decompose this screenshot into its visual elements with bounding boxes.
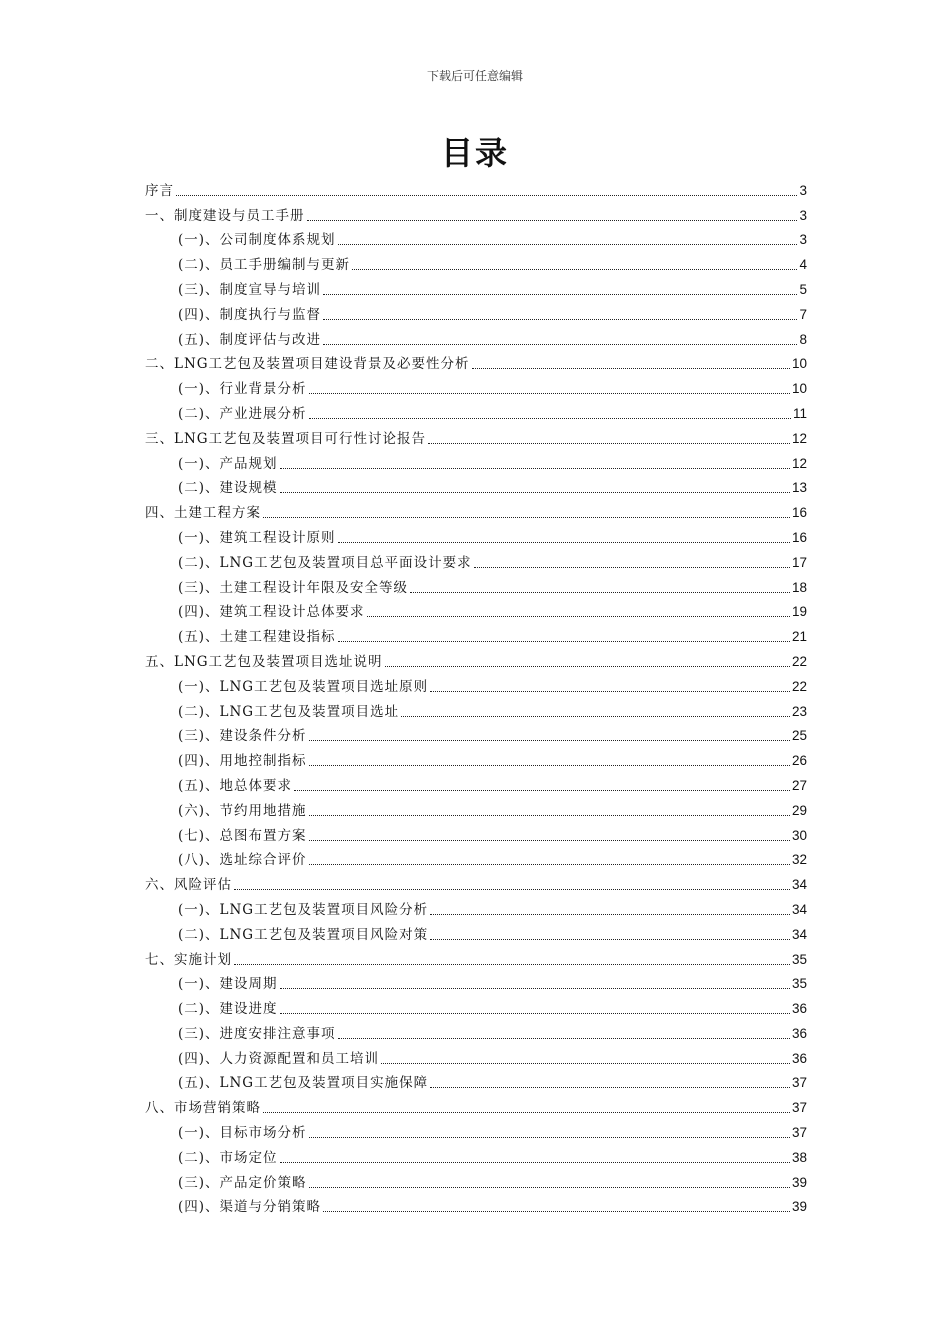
toc-entry-label: (三)、产品定价策略 xyxy=(178,1174,307,1191)
toc-dot-leader xyxy=(338,244,798,245)
toc-dot-leader xyxy=(280,988,790,989)
toc-dot-leader xyxy=(309,1187,790,1188)
toc-page-number: 7 xyxy=(799,306,807,322)
toc-entry-label: (一)、目标市场分析 xyxy=(178,1125,307,1142)
toc-entry-label: (六)、节约用地措施 xyxy=(178,802,307,819)
toc-entry-label: (二)、建设进度 xyxy=(178,1001,278,1018)
toc-subentry[interactable] xyxy=(145,721,807,746)
toc-subentry[interactable] xyxy=(145,671,807,696)
toc-entry-label: (一)、公司制度体系规划 xyxy=(178,232,336,249)
toc-entry-label: (一)、产品规划 xyxy=(178,455,278,472)
toc-entry-label: 七、实施计划 xyxy=(145,951,232,968)
toc-page-number: 23 xyxy=(791,703,807,719)
toc-dot-leader xyxy=(323,319,797,320)
toc-page-number: 12 xyxy=(791,455,807,471)
toc-entry-label: (五)、制度评估与改进 xyxy=(178,331,322,348)
toc-dot-leader xyxy=(381,1063,790,1064)
toc-page-number: 21 xyxy=(791,629,807,645)
toc-subentry[interactable] xyxy=(145,249,807,274)
toc-dot-leader xyxy=(309,740,790,741)
toc-subentry[interactable] xyxy=(145,1167,807,1192)
toc-subentry[interactable] xyxy=(145,299,807,324)
toc-entry-label: (三)、土建工程设计年限及安全等级 xyxy=(178,579,409,596)
toc-page-number: 3 xyxy=(799,182,807,198)
toc-subentry[interactable] xyxy=(145,473,807,498)
toc-page-number: 12 xyxy=(791,430,807,446)
toc-entry-label: (四)、建筑工程设计总体要求 xyxy=(178,604,365,621)
toc-entry-label: (二)、产业进展分析 xyxy=(178,405,307,422)
toc-subentry[interactable] xyxy=(145,547,807,572)
toc-subentry[interactable] xyxy=(145,969,807,994)
toc-entry-label: 序言 xyxy=(145,182,174,199)
toc-dot-leader xyxy=(323,294,797,295)
toc-subentry[interactable] xyxy=(145,621,807,646)
toc-entry-label: (一)、行业背景分析 xyxy=(178,381,307,398)
page-header: 下载后可任意编辑 xyxy=(426,69,523,83)
toc-page-number: 36 xyxy=(791,1001,807,1017)
toc-subentry[interactable] xyxy=(145,845,807,870)
toc-page-number: 3 xyxy=(799,207,807,223)
toc-page-number: 22 xyxy=(791,678,807,694)
toc-entry-label: (三)、制度宣导与培训 xyxy=(178,281,322,298)
toc-entry-label: 三、LNG工艺包及装置项目可行性讨论报告 xyxy=(145,430,427,447)
toc-dot-leader xyxy=(309,815,790,816)
toc-page-number: 17 xyxy=(791,554,807,570)
toc-entry-label: (三)、建设条件分析 xyxy=(178,728,307,745)
toc-dot-leader xyxy=(367,616,790,617)
toc-page-number: 36 xyxy=(791,1025,807,1041)
toc-dot-leader xyxy=(294,790,790,791)
toc-entry-label: 四、土建工程方案 xyxy=(145,505,261,522)
toc-dot-leader xyxy=(280,1013,790,1014)
toc-entry-label: (五)、土建工程建设指标 xyxy=(178,629,336,646)
toc-dot-leader xyxy=(323,1211,790,1212)
toc-entry[interactable] xyxy=(145,944,807,969)
toc-dot-leader xyxy=(280,492,790,493)
toc-page-number: 34 xyxy=(791,877,807,893)
toc-subentry[interactable] xyxy=(145,448,807,473)
toc-dot-leader xyxy=(309,840,790,841)
toc-entry-label: 二、LNG工艺包及装置项目建设背景及必要性分析 xyxy=(145,356,470,373)
toc-dot-leader xyxy=(263,1112,790,1113)
toc-entry-label: (一)、建设周期 xyxy=(178,976,278,993)
toc-page-number: 18 xyxy=(791,579,807,595)
toc-page-number: 3 xyxy=(799,232,807,248)
toc-entry-label: 八、市场营销策略 xyxy=(145,1100,261,1117)
toc-subentry[interactable] xyxy=(145,274,807,299)
toc-dot-leader xyxy=(309,418,791,419)
toc-page-number: 39 xyxy=(791,1199,807,1215)
toc-page-number: 11 xyxy=(792,405,807,421)
toc-dot-leader xyxy=(280,1162,790,1163)
toc-page-number: 32 xyxy=(791,852,807,868)
toc-entry-label: (二)、LNG工艺包及装置项目风险对策 xyxy=(178,926,429,943)
toc-subentry[interactable] xyxy=(145,993,807,1018)
toc-dot-leader xyxy=(352,269,797,270)
toc-dot-leader xyxy=(430,914,790,915)
page-title: 目录 xyxy=(440,134,509,172)
toc-dot-leader xyxy=(309,1137,790,1138)
toc-entry-label: (七)、总图布置方案 xyxy=(178,827,307,844)
toc-page-number: 39 xyxy=(791,1174,807,1190)
toc-entry[interactable] xyxy=(145,200,807,225)
toc-page-number: 22 xyxy=(791,653,807,669)
toc-subentry[interactable] xyxy=(145,522,807,547)
toc-subentry[interactable] xyxy=(145,696,807,721)
toc-page-number: 5 xyxy=(799,281,807,297)
toc-dot-leader xyxy=(338,641,790,642)
toc-entry-label: (四)、用地控制指标 xyxy=(178,753,307,770)
toc-subentry[interactable] xyxy=(145,1018,807,1043)
toc-subentry[interactable] xyxy=(145,894,807,919)
toc-page-number: 25 xyxy=(791,728,807,744)
toc-entry-label: (一)、LNG工艺包及装置项目选址原则 xyxy=(178,678,429,695)
toc-page-number: 38 xyxy=(791,1149,807,1165)
toc-dot-leader xyxy=(323,344,797,345)
table-of-contents xyxy=(145,175,807,1216)
toc-entry-label: (一)、建筑工程设计原则 xyxy=(178,529,336,546)
toc-entry-label: (四)、渠道与分销策略 xyxy=(178,1199,322,1216)
toc-dot-leader xyxy=(472,368,790,369)
toc-page-number: 36 xyxy=(791,1050,807,1066)
toc-subentry[interactable] xyxy=(145,1043,807,1068)
toc-dot-leader xyxy=(430,691,790,692)
toc-entry-label: (一)、LNG工艺包及装置项目风险分析 xyxy=(178,901,429,918)
toc-page-number: 34 xyxy=(791,926,807,942)
toc-page-number: 37 xyxy=(791,1125,807,1141)
toc-dot-leader xyxy=(309,765,790,766)
toc-subentry[interactable] xyxy=(145,572,807,597)
toc-dot-leader xyxy=(430,939,790,940)
toc-subentry[interactable] xyxy=(145,373,807,398)
toc-page-number: 10 xyxy=(791,356,807,372)
toc-subentry[interactable] xyxy=(145,1142,807,1167)
toc-subentry[interactable] xyxy=(145,398,807,423)
toc-entry-label: (四)、人力资源配置和员工培训 xyxy=(178,1050,380,1067)
toc-page-number: 30 xyxy=(791,827,807,843)
toc-entry-label: (三)、进度安排注意事项 xyxy=(178,1025,336,1042)
toc-entry-label: (五)、LNG工艺包及装置项目实施保障 xyxy=(178,1075,429,1092)
toc-dot-leader xyxy=(385,666,790,667)
toc-dot-leader xyxy=(307,220,798,221)
toc-dot-leader xyxy=(428,443,790,444)
toc-entry[interactable] xyxy=(145,869,807,894)
toc-dot-leader xyxy=(474,567,790,568)
toc-dot-leader xyxy=(338,1038,790,1039)
toc-dot-leader xyxy=(234,964,790,965)
toc-page-number: 37 xyxy=(791,1100,807,1116)
toc-entry-label: (二)、市场定位 xyxy=(178,1149,278,1166)
toc-dot-leader xyxy=(263,517,790,518)
toc-page-number: 4 xyxy=(799,257,807,273)
toc-dot-leader xyxy=(234,889,790,890)
toc-entry-label: (二)、LNG工艺包及装置项目总平面设计要求 xyxy=(178,554,472,571)
toc-page-number: 8 xyxy=(799,331,807,347)
toc-subentry[interactable] xyxy=(145,1068,807,1093)
toc-page-number: 26 xyxy=(791,753,807,769)
toc-dot-leader xyxy=(280,468,790,469)
toc-dot-leader xyxy=(309,393,790,394)
toc-page-number: 10 xyxy=(791,381,807,397)
toc-subentry[interactable] xyxy=(145,597,807,622)
toc-page-number: 13 xyxy=(791,480,807,496)
toc-page-number: 35 xyxy=(791,976,807,992)
toc-entry-label: (二)、员工手册编制与更新 xyxy=(178,257,351,274)
toc-page-number: 29 xyxy=(791,802,807,818)
toc-entry-label: 六、风险评估 xyxy=(145,877,232,894)
toc-page-number: 19 xyxy=(791,604,807,620)
toc-subentry[interactable] xyxy=(145,324,807,349)
toc-dot-leader xyxy=(338,542,790,543)
toc-subentry[interactable] xyxy=(145,1192,807,1217)
toc-entry[interactable] xyxy=(145,349,807,374)
toc-entry[interactable] xyxy=(145,423,807,448)
toc-dot-leader xyxy=(410,592,790,593)
toc-entry-label: (二)、LNG工艺包及装置项目选址 xyxy=(178,703,400,720)
toc-page-number: 35 xyxy=(791,951,807,967)
toc-entry-label: 一、制度建设与员工手册 xyxy=(145,207,305,224)
toc-entry[interactable] xyxy=(145,1092,807,1117)
toc-subentry[interactable] xyxy=(145,919,807,944)
toc-page-number: 16 xyxy=(791,529,807,545)
toc-subentry[interactable] xyxy=(145,795,807,820)
toc-subentry[interactable] xyxy=(145,745,807,770)
toc-dot-leader xyxy=(309,864,790,865)
toc-entry-label: (二)、建设规模 xyxy=(178,480,278,497)
toc-subentry[interactable] xyxy=(145,820,807,845)
toc-dot-leader xyxy=(176,195,797,196)
toc-subentry[interactable] xyxy=(145,1117,807,1142)
toc-dot-leader xyxy=(430,1087,790,1088)
toc-entry-label: 五、LNG工艺包及装置项目选址说明 xyxy=(145,653,383,670)
toc-entry[interactable] xyxy=(145,497,807,522)
toc-entry-label: (四)、制度执行与监督 xyxy=(178,306,322,323)
toc-page-number: 16 xyxy=(791,505,807,521)
toc-entry-label: (五)、地总体要求 xyxy=(178,777,293,794)
toc-entry[interactable] xyxy=(145,646,807,671)
toc-page-number: 37 xyxy=(791,1075,807,1091)
toc-subentry[interactable] xyxy=(145,225,807,250)
toc-page-number: 27 xyxy=(791,777,807,793)
toc-dot-leader xyxy=(401,716,790,717)
toc-page-number: 34 xyxy=(791,901,807,917)
toc-entry-label: (八)、选址综合评价 xyxy=(178,852,307,869)
toc-entry[interactable] xyxy=(145,175,807,200)
toc-subentry[interactable] xyxy=(145,770,807,795)
